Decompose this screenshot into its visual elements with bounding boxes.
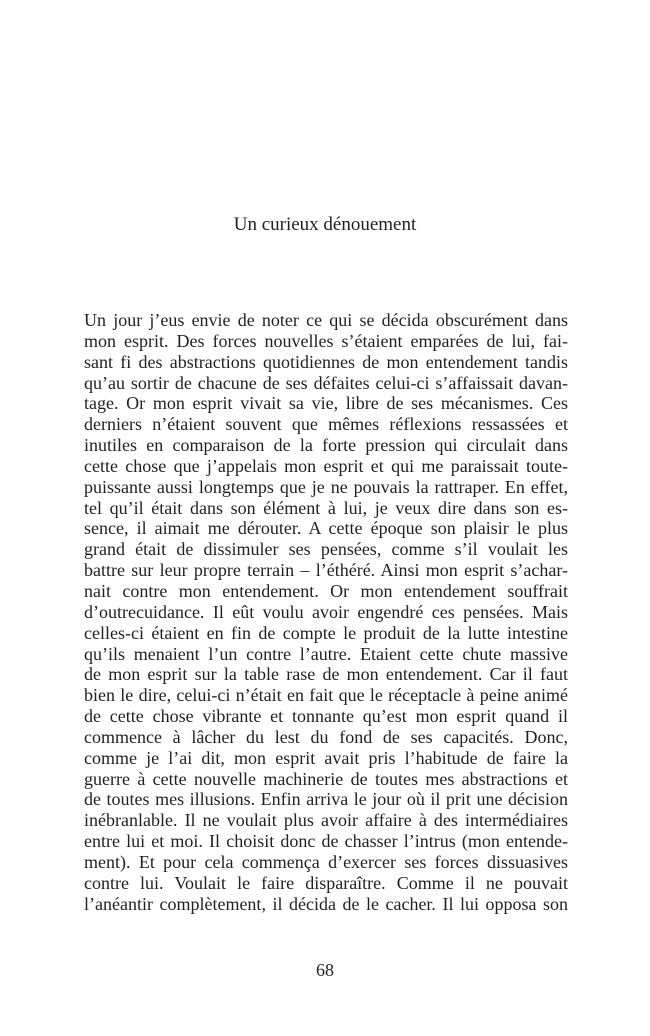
text-line: d’outrecuidance. Il eût voulu avoir engendré ces pensées. Mais bbox=[84, 601, 568, 622]
text-line: Un jour j’eus envie de noter ce qui se décida obscurément dans bbox=[84, 310, 568, 330]
text-line: tage. Or mon esprit vivait sa vie, libre de ses mécanismes. Ces bbox=[84, 393, 568, 414]
text-line: inutiles en comparaison de la forte pression qui circulait dans bbox=[84, 435, 568, 456]
text-line: derniers n’étaient souvent que mêmes réflexions ressassées et bbox=[84, 414, 568, 435]
text-line: qu’au sortir de chacune de ses défaites celui-ci s’affaissait davan- bbox=[84, 372, 568, 393]
text-line: mon esprit. Des forces nouvelles s’étaient emparées de lui, fai- bbox=[84, 330, 568, 351]
text-line: qu’ils menaient l’un contre l’autre. Etaient cette chute massive bbox=[84, 643, 568, 664]
text-line: sant fi des abstractions quotidiennes de mon entendement tandis bbox=[84, 351, 568, 372]
text-line: contre lui. Voulait le faire disparaître. Comme il ne pouvait bbox=[84, 872, 568, 893]
text-line: puissante aussi longtemps que je ne pouvais la rattraper. En effet, bbox=[84, 476, 568, 497]
text-line: comme je l’ai dit, mon esprit avait pris l’habitude de faire la bbox=[84, 747, 568, 768]
text-line: commence à lâcher du lest du fond de ses capacités. Donc, bbox=[84, 726, 568, 747]
text-line: inébranlable. Il ne voulait plus avoir affaire à des intermédiaires bbox=[84, 810, 568, 831]
page-number: 68 bbox=[316, 960, 334, 980]
text-line: de mon esprit sur la table rase de mon entendement. Car il faut bbox=[84, 664, 568, 685]
text-line: l’anéantir complètement, il décida de le cacher. Il lui opposa son bbox=[84, 893, 568, 914]
text-line: tel qu’il était dans son élément à lui, je veux dire dans son es- bbox=[84, 497, 568, 518]
text-line: nait contre mon entendement. Or mon entendement souffrait bbox=[84, 580, 568, 601]
text-line: entre lui et moi. Il choisit donc de chasser l’intrus (mon entende- bbox=[84, 831, 568, 852]
text-line: celles-ci étaient en fin de compte le produit de la lutte intestine bbox=[84, 622, 568, 643]
text-line: de cette chose vibrante et tonnante qu’est mon esprit quand il bbox=[84, 706, 568, 727]
text-line: battre sur leur propre terrain – l’éthéré. Ainsi mon esprit s’achar- bbox=[84, 560, 568, 581]
text-line: cette chose que j’appelais mon esprit et qui me paraissait toute- bbox=[84, 455, 568, 476]
text-line: de toutes mes illusions. Enfin arriva le jour où il prit une décision bbox=[84, 789, 568, 810]
chapter-title: Un curieux dénouement bbox=[233, 214, 417, 235]
text-line: sence, il aimait me dérouter. A cette époque son plaisir le plus bbox=[84, 518, 568, 539]
text-line: ment). Et pour cela commença d’exercer ses forces dissuasives bbox=[84, 851, 568, 872]
text-line: grand était de dissimuler ses pensées, comme s’il voulait les bbox=[84, 539, 568, 560]
text-line: guerre à cette nouvelle machinerie de toutes mes abstractions et bbox=[84, 768, 568, 789]
text-line: bien le dire, celui-ci n’était en fait que le réceptacle à peine animé bbox=[84, 685, 568, 706]
body-paragraph bbox=[84, 310, 568, 914]
